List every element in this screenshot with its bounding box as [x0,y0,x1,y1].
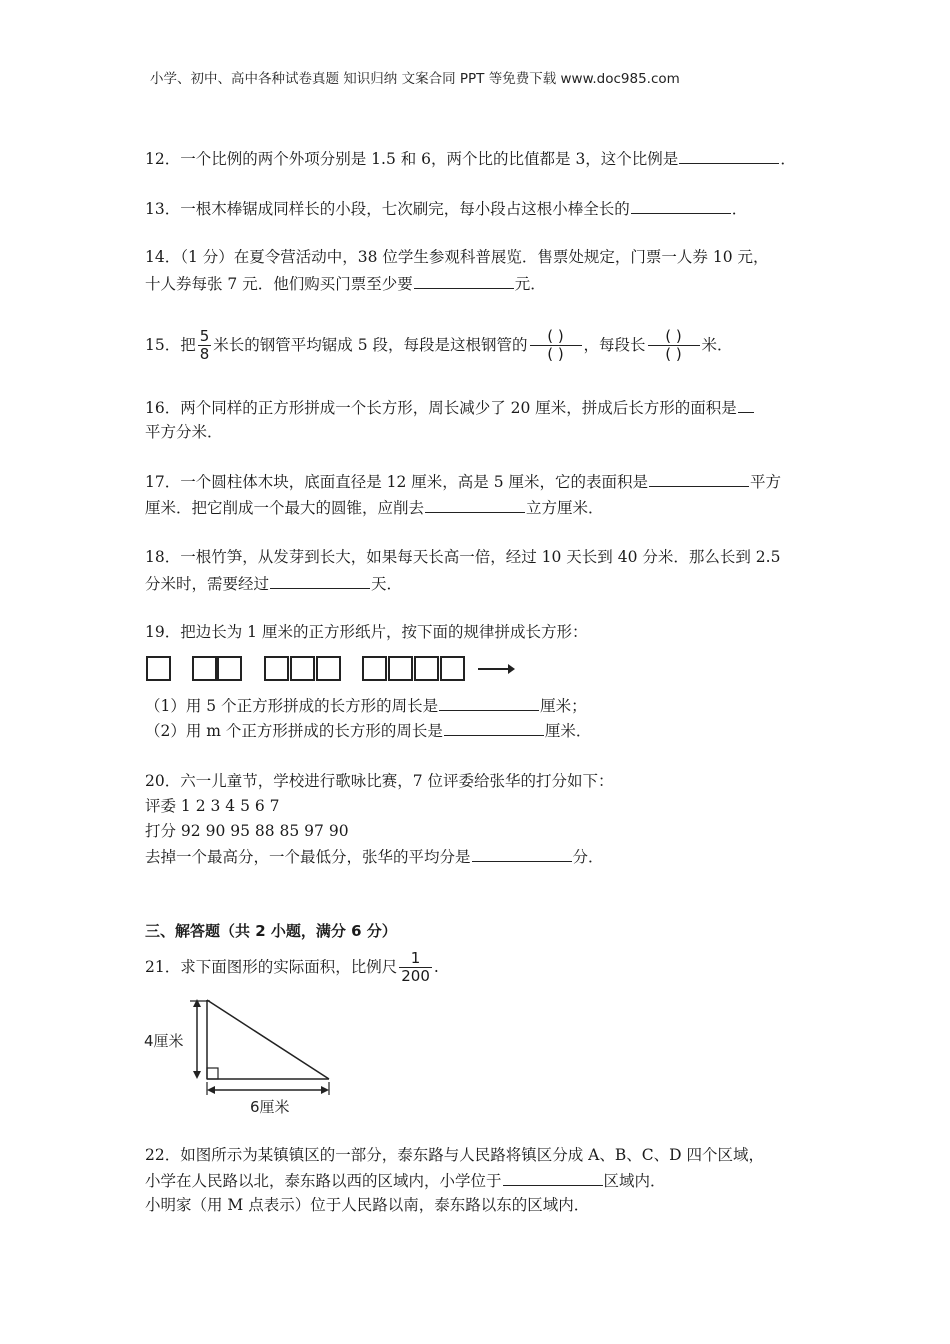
q19-sub1-end: 厘米； [540,697,587,715]
question-22-line1: 22．如图所示为某镇镇区的一部分，泰东路与人民路将镇区分成 A、B、C、D 四个区域， [145,1146,764,1164]
question-22-line3: 小明家（用 M 点表示）位于人民路以南，泰东路以东的区域内． [145,1196,590,1214]
arrow-right-icon [321,1086,329,1094]
pattern-square [316,656,341,681]
q19-sub1-text: （1）用 5 个正方形拼成的长方形的周长是 [145,697,439,715]
question-20-scores: 打分 92 90 95 88 85 97 90 [145,822,349,840]
q15-blank1-num[interactable]: ( ) [547,326,564,345]
pattern-square [362,656,387,681]
right-angle-marker [207,1068,218,1079]
q19-sub2-end: 厘米． [544,722,592,740]
pattern-square [264,656,289,681]
pattern-square [290,656,315,681]
q15-fraction-five-eighths [198,328,212,363]
q15-frac-den: 8 [199,344,210,363]
page-header: 小学、初中、高中各种试卷真题 知识归纳 文案合同 PPT 等免费下载 www.doc985.com [150,71,680,87]
question-21 [145,944,439,990]
q21-triangle-figure [140,995,350,1120]
q17-line2-text: 厘米．把它削成一个最大的圆锥，应削去 [145,499,425,517]
q12-answer-blank[interactable] [679,147,779,164]
q22-line2-end: 区域内． [603,1172,666,1190]
q17-answer-blank-1[interactable] [649,470,749,487]
question-12 [145,147,796,170]
q18-line2-text: 分米时，需要经过 [145,575,270,593]
q15-frac-num: 5 [199,326,210,345]
q15-end: 米． [701,336,733,354]
q15-mid1: 米长的钢管平均锯成 5 段，每段是这根钢管的 [213,336,528,354]
q18-answer-blank[interactable] [270,572,370,589]
q15-blank2-den[interactable]: ( ) [648,345,700,363]
triangle-hypotenuse [207,1000,329,1079]
q15-mid2: ，每段长 [583,336,646,354]
question-16-line1 [145,396,755,419]
height-label: 4厘米 [144,1032,184,1050]
question-19: 19．把边长为 1 厘米的正方形纸片，按下面的规律拼成长方形： [145,623,588,641]
q20-line4-text: 去掉一个最高分，一个最低分，张华的平均分是 [145,848,471,866]
q13-answer-blank[interactable] [631,197,731,214]
q16-text: 16．两个同样的正方形拼成一个长方形，周长减少了 20 厘米，拼成后长方形的面积是 [145,399,737,417]
q21-end: . [433,958,439,976]
base-label: 6厘米 [250,1098,290,1116]
q13-end: ． [731,200,748,218]
q15-blank2-num[interactable]: ( ) [665,326,682,345]
q20-answer-blank[interactable] [472,845,572,862]
q21-scale-fraction [399,950,432,985]
question-20-line1: 20．六一儿童节，学校进行歌咏比赛，7 位评委给张华的打分如下： [145,772,614,790]
q12-text: 12．一个比例的两个外项分别是 1.5 和 6，两个比的比值都是 3，这个比例是 [145,150,679,168]
question-14-line2 [145,272,546,295]
q19-sub1 [145,694,587,717]
question-13 [145,197,747,220]
pattern-square [192,656,217,681]
question-22-line2 [145,1169,666,1192]
q14-end: 元． [514,275,546,293]
arrow-left-icon [207,1086,215,1094]
question-18-line1: 18．一根竹笋，从发芽到长大，如果每天长高一倍，经过 10 天长到 40 分米．那么长到 2.5 [145,548,781,566]
q19-answer-blank-2[interactable] [444,719,544,736]
question-16-line2: 平方分米． [145,423,223,441]
q16-answer-blank[interactable] [738,396,754,413]
q14-answer-blank[interactable] [414,272,514,289]
q13-text: 13．一根木棒锯成同样长的小段，七次刷完，每小段占这根小棒全长的 [145,200,630,218]
q12-end: ． [780,150,796,168]
q15-blank1-den[interactable]: ( ) [530,345,582,363]
q21-text: 21．求下面图形的实际面积，比例尺 [145,958,398,976]
question-18-line2 [145,572,402,595]
q17-line1-text: 17．一个圆柱体木块，底面直径是 12 厘米，高是 5 厘米，它的表面积是 [145,473,649,491]
arrow-up-icon [193,999,201,1007]
question-14-line1: 14．（1 分）在夏令营活动中，38 位学生参观科普展览．售票处规定，门票一人券 10 元， [145,248,769,266]
arrow-right-icon [476,662,516,676]
q15-blank-fraction-2[interactable] [648,328,700,363]
q14-line2-text: 十人券每张 7 元．他们购买门票至少要 [145,275,413,293]
pattern-square [146,656,171,681]
q21-frac-num: 1 [410,948,421,967]
q19-answer-blank-1[interactable] [439,694,539,711]
q15-pre: 15．把 [145,336,196,354]
section-3-title: 三、解答题（共 2 小题，满分 6 分） [145,922,397,940]
q19-square-pattern [146,656,526,684]
q17-line2-end: 立方厘米． [526,499,604,517]
question-20-line4 [145,845,604,868]
question-20-judges: 评委 1 2 3 4 5 6 7 [145,797,280,815]
q22-line2-text: 小学在人民路以北，泰东路以西的区域内，小学位于 [145,1172,502,1190]
pattern-square [440,656,465,681]
question-17-line2 [145,496,604,519]
q15-blank-fraction-1[interactable] [530,328,582,363]
arrow-down-icon [193,1071,201,1079]
q17-answer-blank-2[interactable] [425,496,525,513]
pattern-square [388,656,413,681]
q18-end: 天． [371,575,403,593]
pattern-square [217,656,242,681]
q22-answer-blank[interactable] [503,1169,603,1186]
pattern-square [414,656,439,681]
question-15 [145,320,733,370]
q19-sub2 [145,719,591,742]
q21-frac-den: 200 [401,966,430,985]
question-17-line1 [145,470,781,493]
q17-line1-end: 平方 [750,473,782,491]
q19-sub2-text: （2）用 m 个正方形拼成的长方形的周长是 [145,722,443,740]
q20-end: 分． [572,848,604,866]
